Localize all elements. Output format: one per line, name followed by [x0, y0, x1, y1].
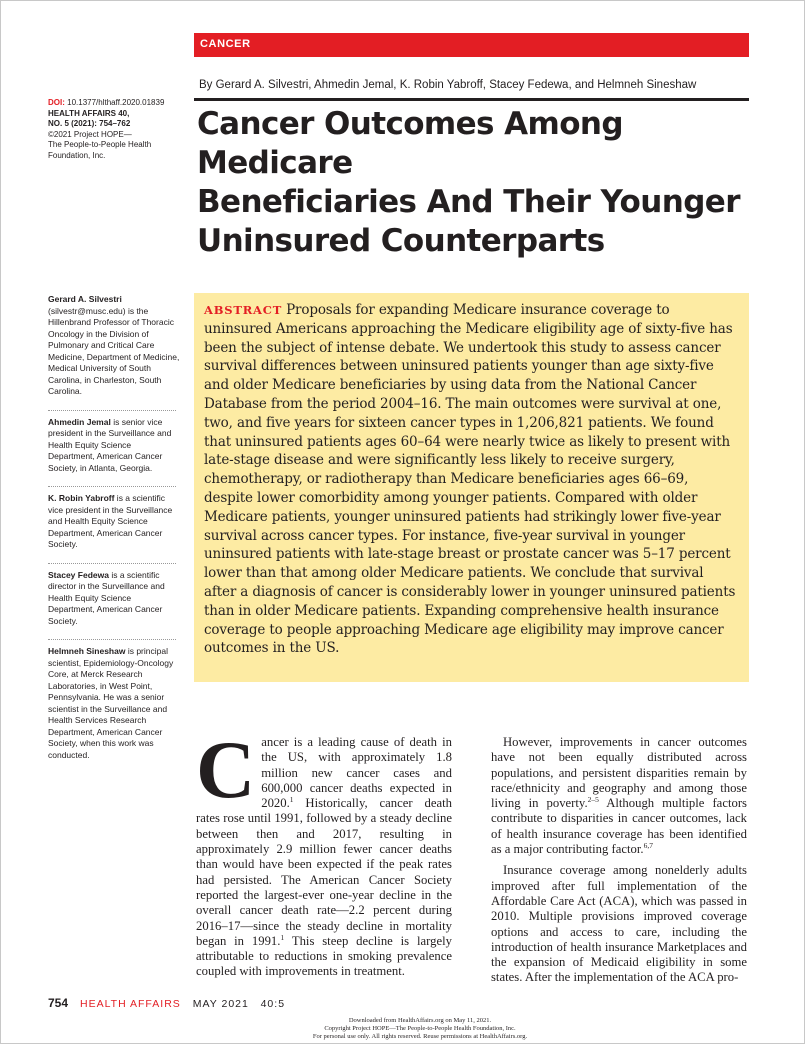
body-column-right	[491, 735, 747, 986]
body-text: Although multiple factors contribute to disparities in cancer outcomes, lack of health insurance coverage has been identified as a major contributing factor.	[491, 796, 747, 857]
divider	[48, 410, 176, 411]
title-line-2: Beneficiaries And Their Younger	[197, 184, 740, 220]
body-text: However, improvements in cancer outcomes have not been equally distributed across populations, and persistent disparities remain by race/ethnicity and geography and among those living in poverty.	[491, 735, 747, 811]
author-name: Helmneh Sineshaw	[48, 646, 126, 656]
drop-cap: C	[196, 724, 256, 815]
footnote-ref[interactable]: 1	[280, 932, 285, 942]
body-text: ancer is a leading cause of death in the US, with approximately 1.8 million new cancer cases and 600,000 cancer deaths expected in 2020.	[261, 735, 452, 811]
author-bio	[48, 563, 180, 628]
footnote-ref[interactable]: 1	[289, 794, 294, 804]
title-line-3: Uninsured Counterparts	[197, 223, 605, 259]
author-bio	[48, 639, 180, 761]
body-column-left	[196, 724, 452, 980]
article-meta	[48, 98, 188, 161]
divider	[48, 639, 176, 640]
divider	[48, 563, 176, 564]
author-bio	[48, 410, 180, 475]
author-description: is senior vice president in the Surveillance and Health Equity Science Department, American Cancer Society, in Atlanta, Georgia.	[48, 416, 172, 473]
author-description: is principal scientist, Epidemiology-Oncology Core, at Merck Research Laboratories, in West Point, Pennsylvania. He was a senior scientist in the Surveillance and Health Services Research Department, American Cancer Society, when this work was conducted.	[48, 646, 174, 760]
copyright-line-2: The People-to-People Health	[48, 140, 152, 149]
body-paragraph	[491, 735, 747, 857]
body-text: This steep decline is largely attributable to reductions in smoking prevalence coupled with improvements in treatment.	[196, 933, 452, 979]
doi-label: DOI:	[48, 98, 65, 107]
abstract-label: ABSTRACT	[204, 303, 283, 317]
copyright-line-1: ©2021 Project HOPE—	[48, 129, 132, 139]
copyright-line-3: Foundation, Inc.	[48, 150, 106, 160]
author-name: Gerard A. Silvestri	[48, 294, 122, 304]
body-paragraph: Insurance coverage among nonelderly adults improved after full implementation of the Affordable Care Act (ACA), which was passed in 2010. Multiple provisions improved coverage options and access to care, including the introduction of health insurance Marketplaces and the expansion of Medicaid eligibility in some states. After the implementation of the ACA pro-	[491, 863, 747, 985]
journal-citation-1: HEALTH AFFAIRS 40,	[48, 108, 130, 118]
author-name: Ahmedin Jemal	[48, 416, 111, 427]
download-line-1: Downloaded from HealthAffairs.org on May 11, 2021.	[348, 1017, 492, 1024]
footnote-ref[interactable]: 2–5	[587, 794, 599, 804]
page-footer	[48, 996, 285, 1010]
page-number: 754	[48, 996, 69, 1010]
footnote-ref[interactable]: 6,7	[643, 840, 653, 850]
journal-citation-2: NO. 5 (2021): 754–762	[48, 119, 131, 128]
doi-value[interactable]: 10.1377/hlthaff.2020.01839	[67, 98, 165, 107]
author-bio	[48, 294, 180, 398]
abstract-box	[194, 293, 749, 682]
author-description: is a scientific vice president in the Surveillance and Health Equity Science Department, American Cancer Society.	[48, 493, 173, 549]
author-name: K. Robin Yabroff	[48, 493, 115, 503]
divider	[48, 486, 176, 487]
author-description: is a scientific director in the Surveillance and Health Equity Science Department, American Cancer Society.	[48, 569, 165, 626]
abstract-text: Proposals for expanding Medicare insurance coverage to uninsured Americans approaching the Medicare eligibility age of sixty-five has been the subject of intense debate. We undertook this study to assess cancer survival differences between uninsured patients younger than age sixty-five and older Medicare beneficiaries by using data from the National Cancer Database from the period 2004–16. The main outcomes were survival at one, two, and five years for sixteen cancer types in 1,206,821 patients. We found that uninsured patients ages 60–64 were nearly twice as likely to present with late-stage disease and were significantly less likely to receive surgery, chemotherapy, or radiotherapy than Medicare beneficiaries ages 66–69, despite lower comorbidity among younger patients. Compared with older Medicare patients, younger uninsured patients had strikingly lower five-year survival across cancer types. For instance, five-year survival in younger uninsured patients with late-stage breast or prostate cancer was 5–17 percent lower than that among older Medicare patients. We conclude that survival after a diagnosis of cancer is considerably lower in younger uninsured patients than in older Medicare patients. Expanding comprehensive health insurance coverage to people approaching Medicare age eligibility may improve cancer outcomes in the US.	[204, 302, 736, 657]
footer-issue: MAY 2021 40:5	[192, 998, 286, 1010]
body-paragraph	[196, 724, 452, 980]
body-text: Historically, cancer death rates rose until 1991, followed by a steady decline between then and 2017, resulting in approximately 2.9 million fewer cancer deaths than would have been expected if the peak rates had persisted. The American Cancer Society reported the largest-ever one-year decline in the overall cancer death rate—2.2 percent during 2016–17—since the steady decline in mortality began in 1991.	[196, 796, 452, 948]
title-rule	[194, 98, 749, 101]
byline: By Gerard A. Silvestri, Ahmedin Jemal, K. Robin Yabroff, Stacey Fedewa, and Helmneh Sineshaw	[199, 79, 697, 91]
download-notice	[250, 1017, 590, 1041]
author-name: Stacey Fedewa	[48, 569, 109, 580]
section-banner	[194, 33, 749, 57]
author-bios	[48, 294, 180, 773]
download-line-3: For personal use only. All rights reserved. Reuse permissions at HealthAffairs.org.	[312, 1033, 528, 1040]
download-line-2: Copyright Project HOPE—The People-to-People Health Foundation, Inc.	[324, 1025, 516, 1032]
author-bio	[48, 486, 180, 551]
article-title	[197, 105, 757, 261]
section-label: CANCER	[200, 38, 251, 50]
author-description: (silvestr@musc.edu) is the Hillenbrand Professor of Thoracic Oncology in the Division of Pulmonary and Critical Care Medicine, Department of Medicine, Medical University of South Carolina, in Charleston, South Carolina.	[48, 305, 180, 396]
title-line-1: Cancer Outcomes Among Medicare	[197, 106, 623, 181]
footer-journal: HEALTH AFFAIRS	[80, 998, 181, 1010]
